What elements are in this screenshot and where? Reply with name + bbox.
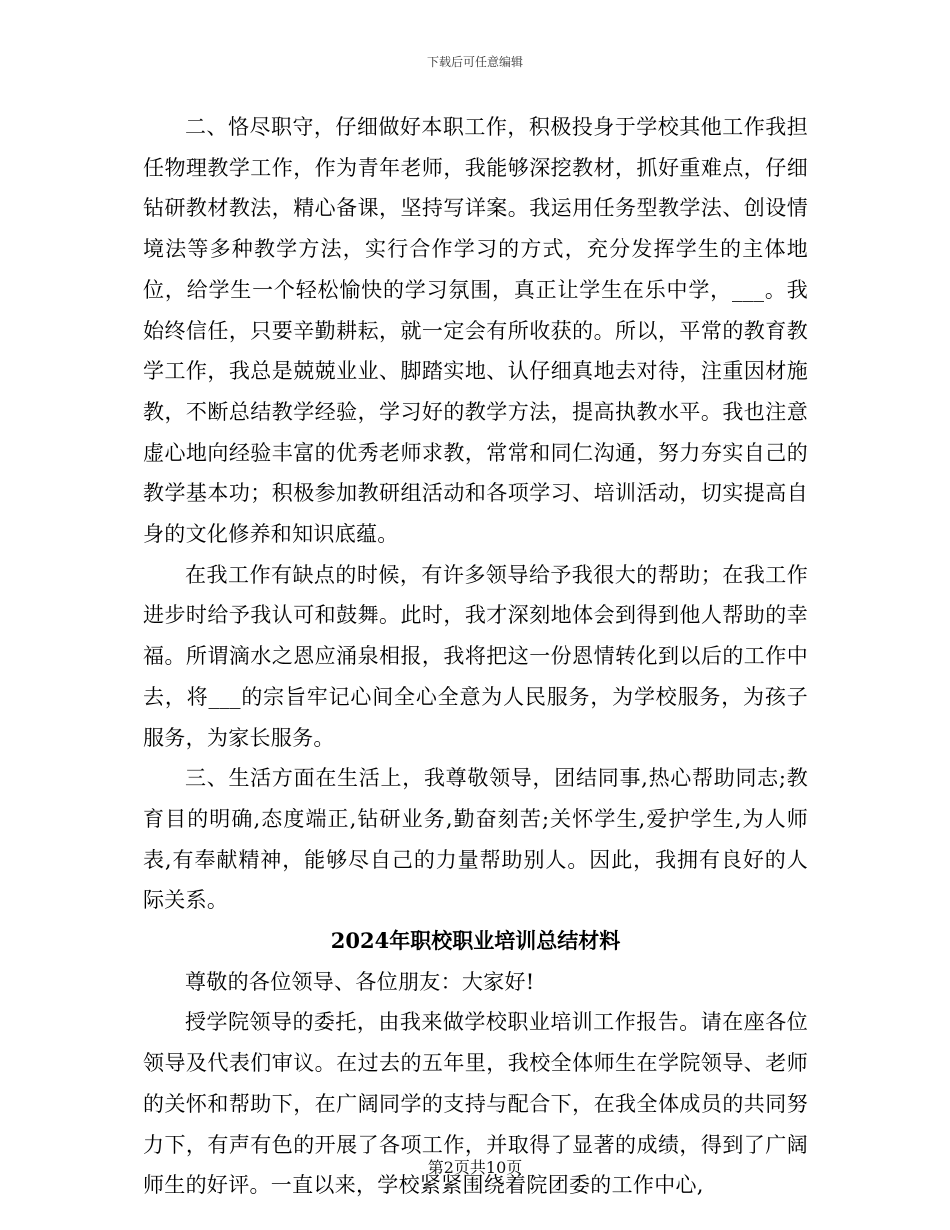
paragraph-duty: 二、恪尽职守，仔细做好本职工作，积极投身于学校其他工作我担任物理教学工作，作为青年老师，我能够深挖教材，抓好重难点，仔细钻研教材教法，精心备课，坚持写详案。我运用任务型教学法、创设情境法等多种教学方法，实行合作学习的方式，充分发挥学生的主体地位，给学生一个轻松愉快的学习氛围，真正让学生在乐中学，___。我始终信任，只要辛勤耕耘，就一定会有所收获的。所以，平常的教育教学工作，我总是兢兢业业、脚踏实地、认仔细真地去对待，注重因材施教，不断总结教学经验，学习好的教学方法，提高执教水平。我也注意虚心地向经验丰富的优秀老师求教，常常和同仁沟通，努力夯实自己的教学基本功；积极参加教研组活动和各项学习、培训活动，切实提高自身的文化修养和知识底蕴。 xyxy=(143,115,808,547)
page-header-note: 下载后可任意编辑 xyxy=(426,55,523,69)
paragraph-report: 授学院领导的委托，由我来做学校职业培训工作报告。请在座各位领导及代表们审议。在过去的五年里，我校全体师生在学院领导、老师的关怀和帮助下，在广阔同学的支持与配合下，在我全体成员的共同努力下，有声有色的开展了各项工作，并取得了显著的成绩，得到了广阔师生的好评。一直以来，学校紧紧围绕着院团委的工作中心, xyxy=(143,1010,808,1198)
document-body xyxy=(143,107,808,1206)
section-title: 2024年职校职业培训总结材料 xyxy=(330,928,621,954)
paragraph-greeting: 尊敬的各位领导、各位朋友：大家好! xyxy=(185,969,535,994)
paragraph-life: 三、生活方面在生活上，我尊敬领导，团结同事,热心帮助同志;教育目的明确,态度端正,钻研业务,勤奋刻苦;关怀学生,爱护学生,为人师表,有奉献精神，能够尽自己的力量帮助别人。因此，我拥有良好的人际关系。 xyxy=(143,766,808,913)
page-number: 第2页共10页 xyxy=(427,1158,523,1177)
paragraph-gratitude: 在我工作有缺点的时候，有许多领导给予我很大的帮助；在我工作进步时给予我认可和鼓舞。此时，我才深刻地体会到得到他人帮助的幸福。所谓滴水之恩应涌泉相报，我将把这一份恩情转化到以后的工作中去，将___的宗旨牢记心间全心全意为人民服务，为学校服务，为孩子服务，为家长服务。 xyxy=(143,562,808,750)
